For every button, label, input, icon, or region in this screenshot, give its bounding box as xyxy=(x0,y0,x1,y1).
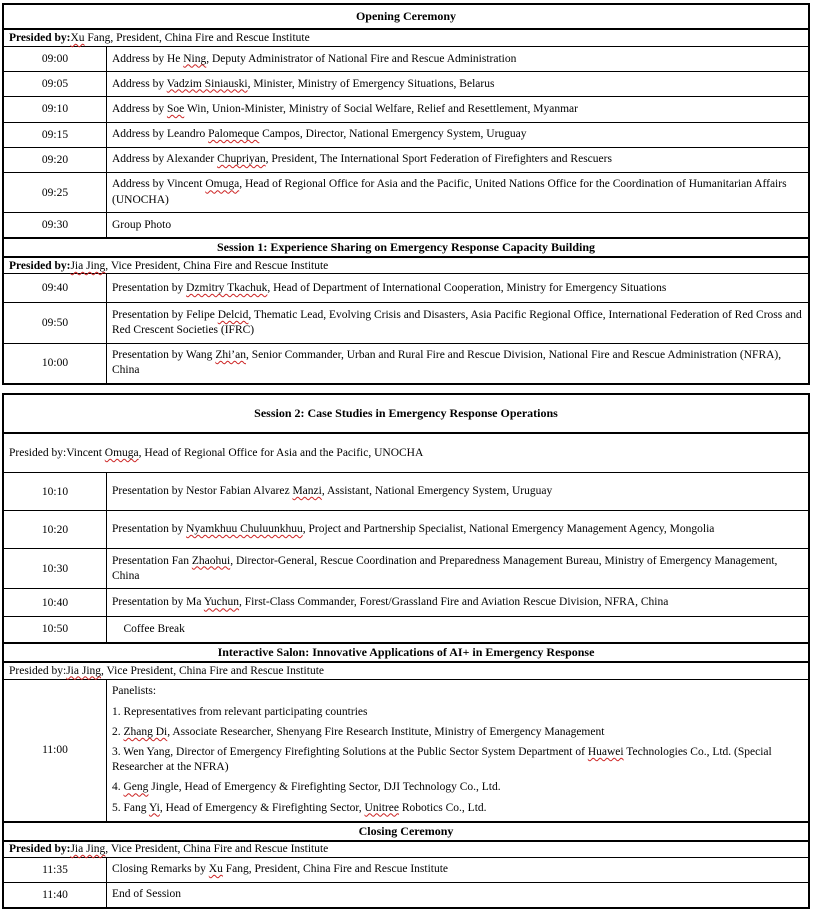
section-header-row xyxy=(4,821,808,840)
misspelled-word: Manzi xyxy=(292,484,322,497)
agenda-row xyxy=(4,588,808,616)
presided-by-label: Presided by: xyxy=(9,843,71,856)
time-cell: 10:50 xyxy=(4,617,107,641)
description-cell xyxy=(107,213,808,237)
time-cell: 09:25 xyxy=(4,173,107,212)
description-line: Coffee Break xyxy=(112,622,185,635)
time-cell: 10:40 xyxy=(4,589,107,616)
agenda-row xyxy=(4,857,808,882)
description-cell xyxy=(107,473,808,510)
description-line: 4. Geng Jingle, Head of Emergency & Firefighting Sector, DJI Technology Co., Ltd. xyxy=(112,781,501,794)
description-line: Presentation Fan Zhaohui, Director-General, Rescue Coordination and Preparedness Management Bureau, Ministry of Emergency Management, China xyxy=(112,554,778,582)
presided-by-text: Vincent Omuga, Head of Regional Office for Asia and the Pacific, UNOCHA xyxy=(66,447,424,460)
time-cell: 09:10 xyxy=(4,97,107,121)
agenda-table-late-morning xyxy=(2,393,810,909)
time-cell: 10:20 xyxy=(4,511,107,548)
misspelled-word: Huawei xyxy=(587,745,624,758)
description-line: Presentation by Nestor Fabian Alvarez Manzi, Assistant, National Emergency System, Uruguay xyxy=(112,484,553,497)
time-cell: 10:30 xyxy=(4,549,107,588)
description-cell xyxy=(107,148,808,172)
misspelled-word: Ning xyxy=(183,52,207,65)
description-cell xyxy=(107,344,808,383)
agenda-table-morning xyxy=(2,3,810,385)
time-cell: 09:20 xyxy=(4,148,107,172)
description-cell xyxy=(107,858,808,882)
description-line: Presentation by Wang Zhi’an, Senior Commander, Urban and Rural Fire and Rescue Division, National Fire and Rescue Administration (NFRA), China xyxy=(112,349,782,377)
presided-by-text: Jia Jing, Vice President, China Fire and Rescue Institute xyxy=(70,843,329,856)
time-cell: 09:30 xyxy=(4,213,107,237)
description-line: Presentation by Ma Yuchun, First-Class Commander, Forest/Grassland Fire and Aviation Rescue Division, NFRA, China xyxy=(112,596,669,609)
agenda-row xyxy=(4,147,808,172)
misspelled-word: Delcid xyxy=(217,308,249,321)
description-cell xyxy=(107,274,808,302)
agenda-row xyxy=(4,510,808,548)
description-line: Address by Vincent Omuga, Head of Regional Office for Asia and the Pacific, United Nations Office for the Coordination of Humanitarian Affairs (UNOCHA) xyxy=(112,178,787,206)
section-header-row xyxy=(4,237,808,256)
description-line: Address by Vadzim Siniauski, Minister, Ministry of Emergency Situations, Belarus xyxy=(112,77,495,90)
misspelled-word: Omuga xyxy=(205,178,240,191)
agenda-row xyxy=(4,212,808,237)
presided-by-row xyxy=(4,840,808,857)
description-line: Group Photo xyxy=(112,218,172,231)
agenda-row xyxy=(4,343,808,383)
time-cell: 11:35 xyxy=(4,858,107,882)
time-cell: 10:10 xyxy=(4,473,107,510)
presided-by-label: Presided by: xyxy=(9,447,67,460)
time-cell: 09:50 xyxy=(4,303,107,342)
table-gap xyxy=(2,385,810,393)
description-cell xyxy=(107,549,808,588)
description-line: Address by Soe Win, Union-Minister, Ministry of Social Welfare, Relief and Resettlement, Myanmar xyxy=(112,102,578,115)
misspelled-word: Yuchun xyxy=(203,596,240,609)
description-line: Closing Remarks by Xu Fang, President, China Fire and Rescue Institute xyxy=(112,863,449,876)
presided-by-text: Jia Jing, Vice President, China Fire and Rescue Institute xyxy=(66,664,324,677)
misspelled-word: Palomeque xyxy=(208,128,260,141)
section-header-row xyxy=(4,5,808,28)
description-cell xyxy=(107,617,808,641)
agenda-row xyxy=(4,71,808,96)
agenda-row xyxy=(4,616,808,641)
description-line: 1. Representatives from relevant participating countries xyxy=(112,705,368,718)
agenda-row xyxy=(4,273,808,302)
description-line: Address by Leandro Palomeque Campos, Director, National Emergency System, Uruguay xyxy=(112,128,527,141)
description-line: Address by Alexander Chupriyan, President, The International Sport Federation of Firefighters and Rescuers xyxy=(112,153,612,166)
misspelled-word: Zhang Di xyxy=(123,725,168,738)
misspelled-word: Jia Jing xyxy=(66,664,102,677)
agenda-row xyxy=(4,882,808,907)
agenda-row xyxy=(4,122,808,147)
agenda-row xyxy=(4,172,808,212)
description-cell xyxy=(107,47,808,71)
section-title: Closing Ceremony xyxy=(358,823,454,838)
section-title: Session 1: Experience Sharing on Emergency Response Capacity Building xyxy=(216,240,596,255)
section-header-row xyxy=(4,395,808,432)
presided-by-label: Presided by: xyxy=(9,664,67,677)
section-title: Interactive Salon: Innovative Applications of AI+ in Emergency Response xyxy=(217,644,595,659)
description-cell xyxy=(107,72,808,96)
description-line: 3. Wen Yang, Director of Emergency Firefighting Solutions at the Public Sector System Department of Huawei Technologies Co., Ltd. (Special Researcher at the NFRA) xyxy=(112,745,772,774)
presided-by-row xyxy=(4,256,808,273)
time-cell: 11:00 xyxy=(4,680,107,821)
misspelled-word: Xu xyxy=(208,863,223,876)
misspelled-word: Xu xyxy=(70,32,85,44)
presided-by-label: Presided by: xyxy=(9,32,71,44)
agenda-row xyxy=(4,679,808,821)
misspelled-word: Soe xyxy=(166,102,185,115)
section-header-row xyxy=(4,642,808,661)
agenda-row xyxy=(4,302,808,342)
misspelled-word: Jia Jing xyxy=(70,843,106,856)
description-cell xyxy=(107,303,808,342)
section-title: Opening Ceremony xyxy=(355,9,457,23)
misspelled-word: Chupriyan xyxy=(217,153,266,166)
misspelled-word: Vadzim Siniauski xyxy=(166,77,248,90)
agenda-row xyxy=(4,548,808,588)
agenda-row xyxy=(4,96,808,121)
presided-by-row xyxy=(4,432,808,472)
presided-by-text: Xu Fang, President, China Fire and Rescue Institute xyxy=(70,32,310,44)
description-line: Presentation by Nyamkhuu Chuluunkhuu, Project and Partnership Specialist, National Emergency Management Agency, Mongolia xyxy=(112,522,715,535)
description-cell xyxy=(107,883,808,907)
description-line: Presentation by Felipe Delcid, Thematic Lead, Evolving Crisis and Disasters, Asia Pacific Regional Office, International Federation of Red Cross and Red Crescent Societies (IFRC) xyxy=(112,308,802,337)
time-cell: 09:05 xyxy=(4,72,107,96)
misspelled-word: Nyamkhuu Chuluunkhuu xyxy=(186,522,303,535)
agenda-row xyxy=(4,46,808,71)
description-line: Presentation by Dzmitry Tkachuk, Head of Department of International Cooperation, Ministry for Emergency Situations xyxy=(112,281,667,294)
misspelled-word: Unitree xyxy=(364,801,399,814)
description-cell xyxy=(107,589,808,616)
agenda-row xyxy=(4,472,808,510)
section-title: Session 2: Case Studies in Emergency Response Operations xyxy=(254,406,558,421)
time-cell: 10:00 xyxy=(4,344,107,383)
misspelled-word: Zhi’an xyxy=(215,349,246,362)
description-line: 5. Fang Yi, Head of Emergency & Firefighting Sector, Unitree Robotics Co., Ltd. xyxy=(112,801,487,814)
time-cell: 09:00 xyxy=(4,47,107,71)
description-line: End of Session xyxy=(112,888,181,901)
time-cell: 11:40 xyxy=(4,883,107,907)
description-cell xyxy=(107,680,808,821)
time-cell: 09:40 xyxy=(4,274,107,302)
presided-by-row xyxy=(4,661,808,679)
description-cell xyxy=(107,173,808,212)
presided-by-label: Presided by: xyxy=(9,259,71,272)
misspelled-word: Dzmitry Tkachuk xyxy=(186,281,268,294)
time-cell: 09:15 xyxy=(4,123,107,147)
misspelled-word: Jia Jing xyxy=(70,259,106,272)
description-cell xyxy=(107,97,808,121)
description-cell xyxy=(107,511,808,548)
misspelled-word: Omuga xyxy=(104,447,139,460)
misspelled-word: Geng xyxy=(123,781,149,794)
description-cell xyxy=(107,123,808,147)
misspelled-word: Zhaohui xyxy=(191,554,231,567)
presided-by-row xyxy=(4,28,808,46)
description-line: Panelists: xyxy=(112,685,157,698)
description-line: 2. Zhang Di, Associate Researcher, Shenyang Fire Research Institute, Ministry of Emergency Management xyxy=(112,725,605,738)
misspelled-word: Yi xyxy=(148,801,160,814)
presided-by-text: Jia Jing, Vice President, China Fire and Rescue Institute xyxy=(70,259,329,272)
description-line: Address by He Ning, Deputy Administrator of National Fire and Rescue Administration xyxy=(112,52,517,65)
